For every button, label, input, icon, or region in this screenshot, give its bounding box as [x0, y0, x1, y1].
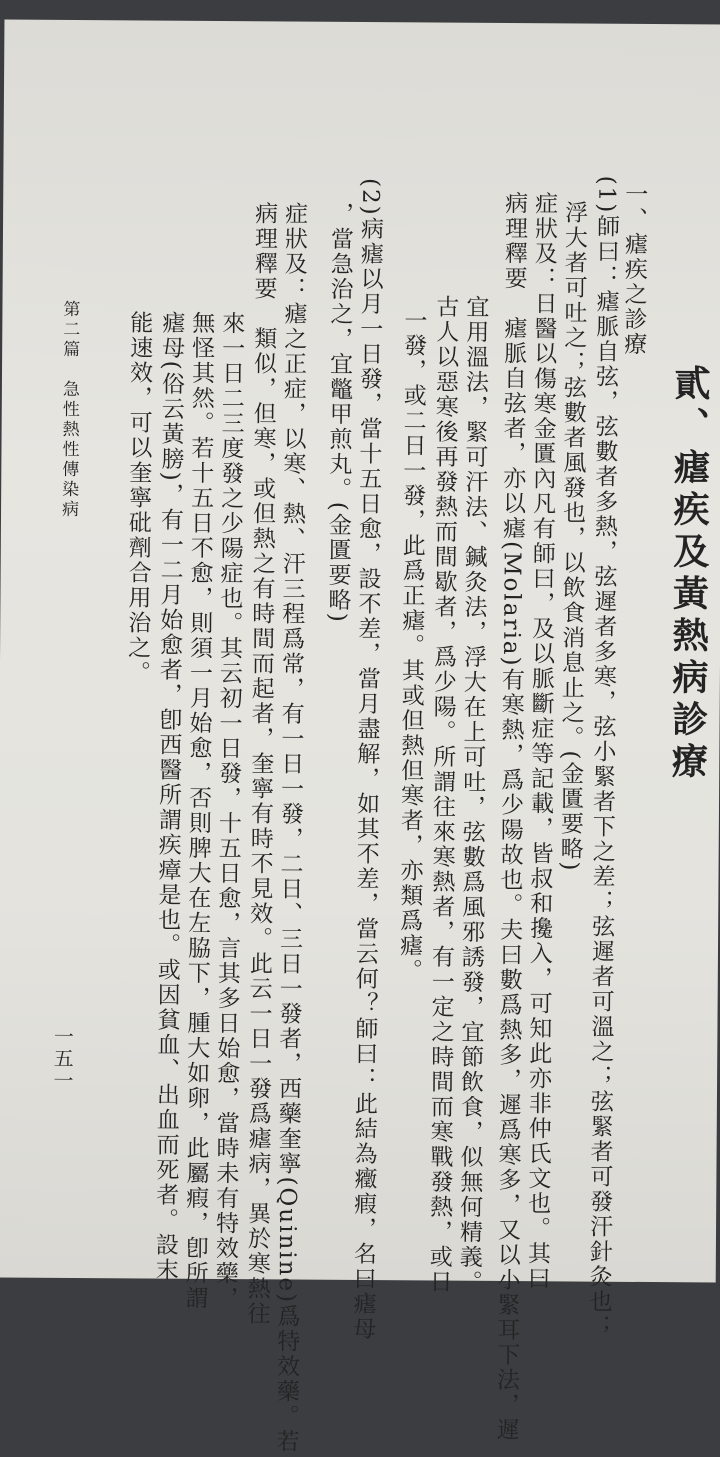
text-column: 瘧母(俗云黃膀)，有一二月始愈者，卽西醫所謂疾瘴是也。或因貧血、出血而死者。設末 [151, 310, 185, 1283]
text-column: 病理釋要 類似，但寒，或但熱之有時間而起者，奎寧有時不見效。此云一日一發爲瘧病，異於寒熱往 [243, 201, 278, 1327]
text-column: ，當急治之，宜鼈甲煎丸。(金匱要略) [324, 201, 354, 624]
text-column: 古人以惡寒後再發熱而間歇者，爲少陽。所謂往來寒熱者，有一定之時間而寒戰發熱，或日 [425, 294, 459, 1295]
text-column: (1)師曰：瘧脈自弦，弦數者多熱，弦遲者多寒，弦小緊者下之差；弦遲者可溫之；弦緊者可發汗針灸也； [585, 175, 620, 1340]
text-column: 一發，或二日一發，此爲正瘧。其或但熱但寒者，亦類爲瘧。 [395, 308, 427, 984]
text-column: 宜用溫法，緊可汗法、鍼灸法，浮大在上可吐，弦數爲風邪誘發，宜節飲食，似無何精義。 [455, 294, 489, 1295]
text-column: 症狀及：瘧之正症，以寒、熱、汗三程爲常，有一日一發，二日、三日一發者，西藥奎寧(Quinine)爲特效藥。若 [272, 201, 308, 1455]
book-page [0, 20, 720, 1455]
page-number: 一五一 [49, 1025, 75, 1093]
text-column: 來一日二三度發之少陽症也。其云初一日發，十五日愈，言其多日始愈，當時未有特效藥， [211, 311, 245, 1312]
text-column: 病理釋要 瘧脈自弦者，亦以瘧(Molaria)有寒熱，爲少陽故也。夫曰數爲熱多，遲爲寒多，又以小緊耳下法，遲 [492, 190, 528, 1443]
running-footer: 第二篇 急性熱性傳染病 [57, 299, 80, 521]
text-column: 浮大者可吐之；弦數者風發也，以飲食消息止之。(金匱要略) [556, 200, 588, 873]
text-column: 能速效，可以奎寧砒劑合用治之。 [123, 310, 153, 686]
text-column: 無怪其然。若十五日不愈，則須一月始愈，否則脾大在左脇下，腫大如卵，此屬瘕，卽所謂 [181, 310, 215, 1311]
text-column: (2)病瘧以月一日發，當十五日愈，設不差，當月盡解，如其不差，當云何？師曰：此結為癥瘕，名曰瘧母 [349, 177, 384, 1342]
text-column: 症狀及：日醫以傷寒金匱內凡有師曰，及以脈斷症等記載，皆叔和攙入，可知此亦非仲氏文也。其曰 [523, 191, 558, 1292]
section-heading: 一、瘧疾之診療 [620, 181, 648, 357]
chapter-title: 貳、瘧疾及黃熱病診療 [666, 364, 712, 785]
